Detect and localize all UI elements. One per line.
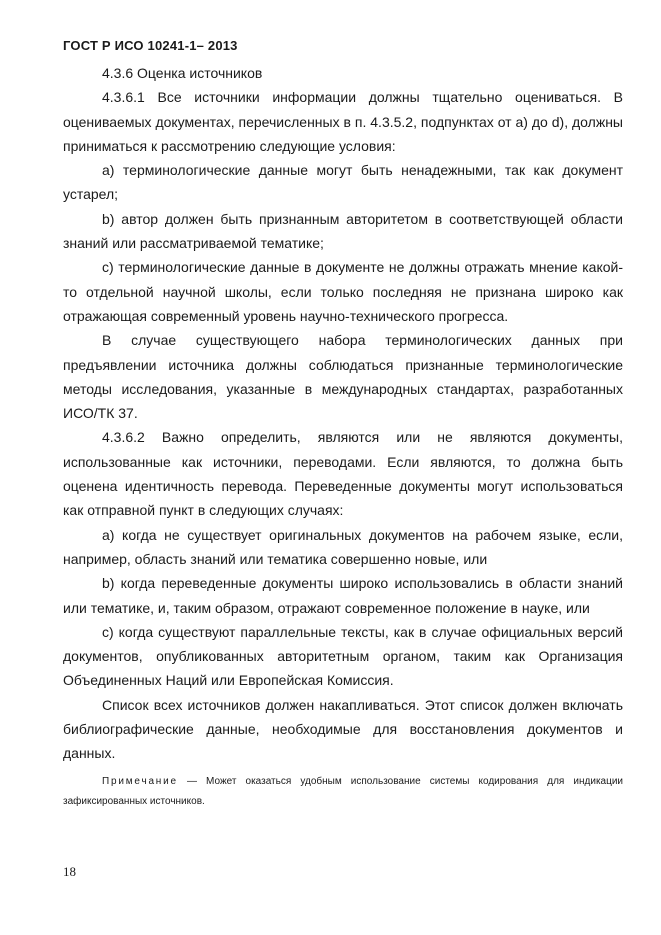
list-item: a) когда не существует оригинальных документов на рабочем языке, если, например, область знаний или тематика совершенно новые, или [63, 526, 623, 567]
section-heading: 4.3.6 Оценка источников [102, 65, 263, 81]
paragraph: В случае существующего набора терминологических данных при предъявлении источника должны соблюдаться признанные терминологические методы исследования, указанные в международных стандартах, разработанных ИСО/ТК 37. [63, 332, 623, 422]
standard-header: ГОСТ Р ИСО 10241-1– 2013 [63, 38, 238, 53]
list-item: b) автор должен быть признанным авторитетом в соответствующей области знаний или рассматриваемой тематике; [63, 210, 623, 252]
page-number: 18 [63, 864, 76, 879]
list-item: a) терминологические данные могут быть ненадежными, так как документ устарел; [63, 162, 623, 203]
note-label: Примечание [102, 775, 178, 787]
list-item: c) когда существуют параллельные тексты, как в случае официальных версий документов, опубликованных авторитетным органом, таким как Организация Объединенных Наций или Европейская Комиссия. [63, 623, 623, 689]
paragraph: 4.3.6.1 Все источники информации должны тщательно оцениваться. В оцениваемых документах, перечисленных в п. 4.3.5.2, подпунктах от а) до d), должны приниматься к рассмотрению следующие условия: [63, 89, 623, 154]
document-body [63, 61, 623, 812]
paragraph: 4.3.6.2 Важно определить, являются или не являются документы, использованные как источники, переводами. Если являются, то должна быть оценена идентичность перевода. Переведенные документы могут использоваться как отправной пункт в следующих случаях: [63, 429, 623, 519]
note-text: — Может оказаться удобным использование системы кодирования для индикации зафиксированных источников. [63, 775, 623, 807]
paragraph: Список всех источников должен накапливаться. Этот список должен включать библиографические данные, необходимые для восстановления документов и данных. [63, 696, 623, 762]
note [63, 772, 623, 812]
list-item: c) терминологические данные в документе не должны отражать мнение какой-то отдельной научной школы, если только последняя не признана широко как отражающая современный уровень научно-технического прогресса. [63, 259, 623, 324]
list-item: b) когда переведенные документы широко использовались в области знаний или тематике, и, таким образом, отражают современное положение в науке, или [63, 575, 623, 616]
